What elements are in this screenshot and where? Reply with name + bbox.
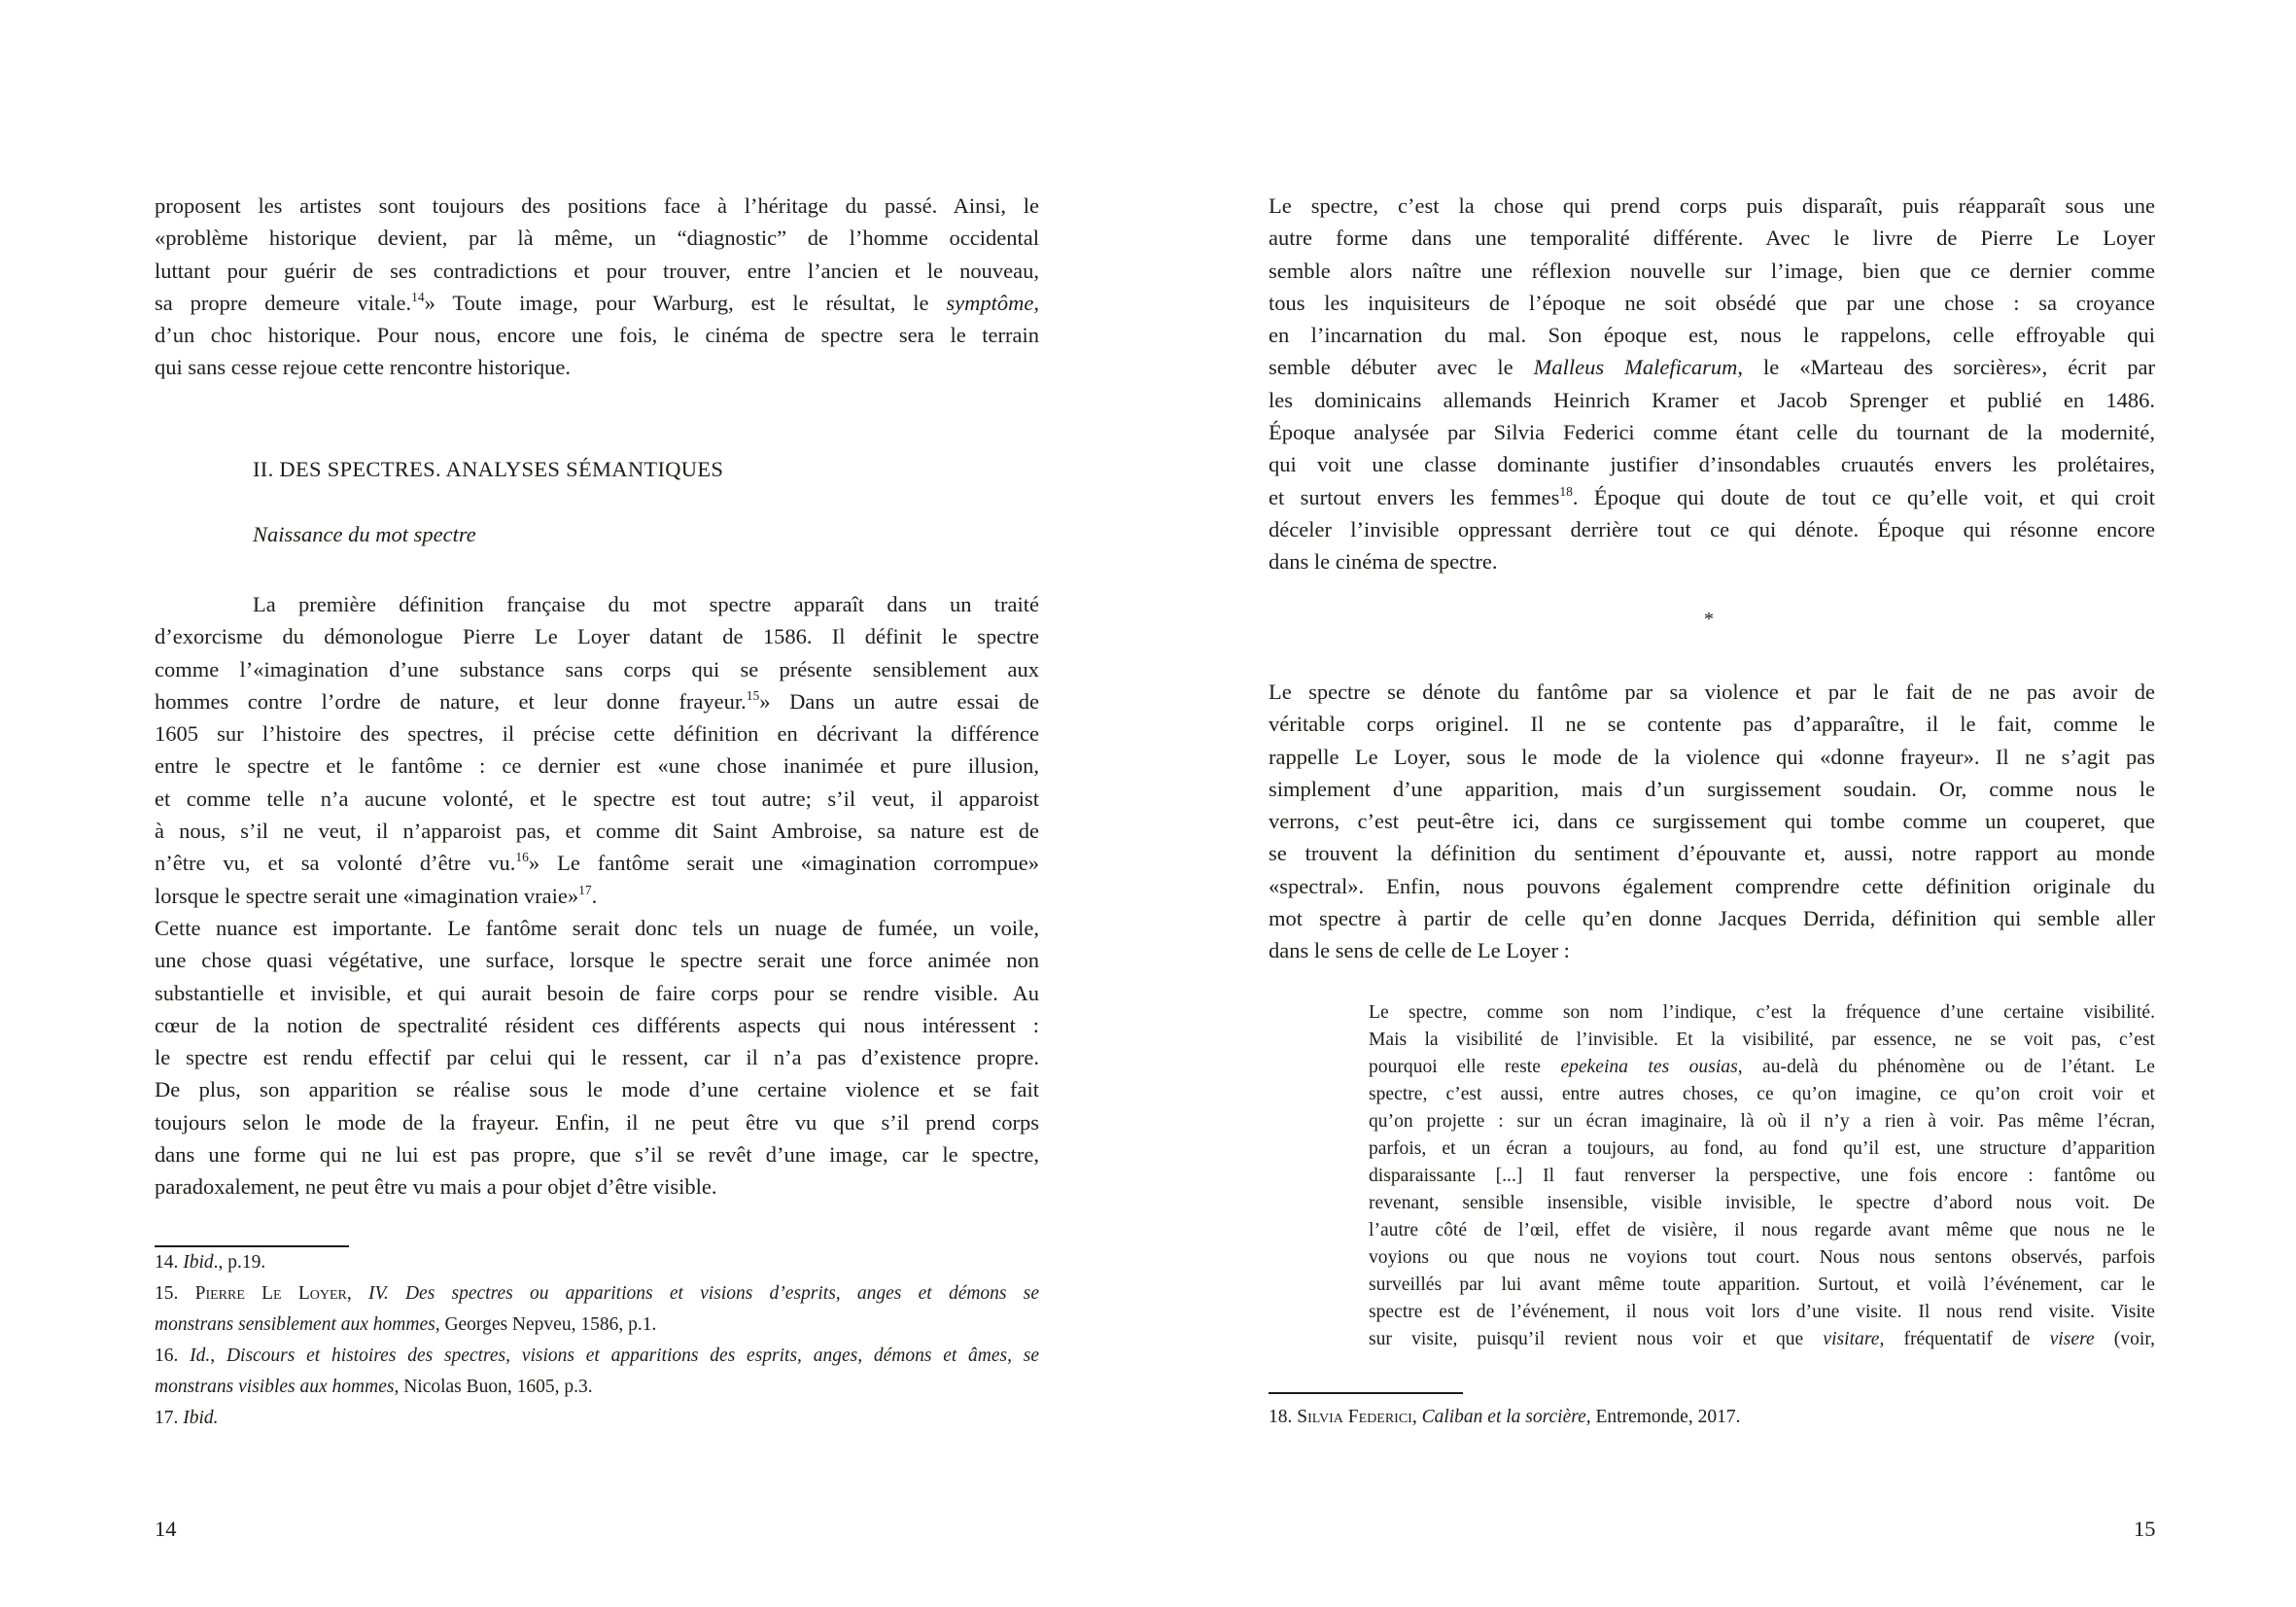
text-line xyxy=(1369,1217,2155,1244)
author-name: Pierre Le Loyer xyxy=(194,1283,347,1304)
text-line xyxy=(155,1170,1039,1203)
right-paragraph-2 xyxy=(1269,676,2155,967)
footnote-line xyxy=(155,1310,1039,1341)
text-run: surveillés par lui avant même toute apparition. Surtout, et voilà l’événement, car le xyxy=(1369,1275,2155,1295)
subsection-title: Naissance du mot spectre xyxy=(253,522,476,546)
text-run: voyions ou que nous ne voyions tout court. Nous nous sentons observés, parfois xyxy=(1369,1247,2155,1268)
footnote-line xyxy=(155,1278,1039,1310)
right-footnotes xyxy=(1269,1402,2155,1433)
text-run: à nous, s’il ne veut, il n’apparoist pas, et comme dit Saint Ambroise, sa nature est de xyxy=(155,819,1039,844)
text-run: , Georges Nepveu, 1586, p.1. xyxy=(435,1314,657,1335)
italic-text: monstrans visibles aux hommes xyxy=(155,1377,395,1397)
text-run: Cette nuance est importante. Le fantôme serait donc tels un nuage de fumée, un voile, xyxy=(155,916,1039,940)
text-line xyxy=(155,1106,1039,1138)
text-run: , xyxy=(1033,290,1039,315)
text-run: paradoxalement, ne peut être vu mais a pour objet d’être visible. xyxy=(155,1174,717,1200)
text-line xyxy=(1269,676,2155,708)
text-run: tous les inquisiteurs de l’époque ne soit obsédé que par une chose : sa croyance xyxy=(1269,290,2155,315)
text-run: dans le sens de celle de Le Loyer : xyxy=(1269,938,1570,963)
text-run: . Époque qui doute de tout ce qu’elle voit, et qui croit xyxy=(1572,484,2155,509)
text-line xyxy=(1269,416,2155,448)
text-run: lorsque le spectre serait une «imagination vraie» xyxy=(155,883,579,908)
text-line xyxy=(155,351,1039,383)
text-run: simplement d’une apparition, mais d’un surgissement soudain. Or, comme nous le xyxy=(1269,776,2155,801)
text-run: n’être vu, et sa volonté d’être vu. xyxy=(155,851,516,876)
text-line xyxy=(155,815,1039,847)
page-number-right: 15 xyxy=(2134,1517,2156,1541)
left-footnotes xyxy=(155,1247,1039,1434)
text-run: cœur de la notion de spectralité résident ces différents aspects qui nous intéressent : xyxy=(155,1012,1039,1037)
text-line xyxy=(155,190,1039,222)
text-line xyxy=(155,912,1039,944)
text-line xyxy=(1269,837,2155,869)
text-run: semble débuter avec le xyxy=(1269,355,1534,380)
text-run: «problème historique devient, par là même, un “diagnostic” de l’homme occidental xyxy=(155,226,1039,251)
left-paragraph-3 xyxy=(155,912,1039,1204)
text-run: , xyxy=(1411,1407,1422,1427)
text-line xyxy=(155,620,1039,652)
text-run: d’un choc historique. Pour nous, encore une fois, le cinéma de spectre sera le terrain xyxy=(155,323,1039,348)
text-run: » Toute image, pour Warburg, est le résultat, le xyxy=(424,290,947,315)
text-run: » Dans un autre essai de xyxy=(759,688,1039,714)
text-run: Époque analysée par Silvia Federici comme étant celle du tournant de la modernité, xyxy=(1269,420,2155,445)
footnote-reference: 14 xyxy=(411,290,425,305)
text-run: l’autre côté de l’œil, effet de visière, il nous regarde avant même que nous ne le xyxy=(1369,1220,2155,1240)
text-run: spectre, c’est aussi, entre autres choses, ce qu’on imagine, ce qu’on croit voir et xyxy=(1369,1084,2155,1104)
text-line xyxy=(1369,1272,2155,1299)
text-line xyxy=(1369,1163,2155,1190)
text-run: sur visite, puisqu’il revient nous voir et que xyxy=(1369,1329,1824,1349)
text-line xyxy=(1269,934,2155,966)
text-run: Mais la visibilité de l’invisible. Et la visibilité, par essence, ne se voit pas, c’est xyxy=(1369,1030,2155,1050)
text-line xyxy=(155,287,1039,319)
section-separator: * xyxy=(1704,609,1714,630)
text-line xyxy=(155,750,1039,782)
derrida-block-quote xyxy=(1369,999,2155,1353)
text-run: disparaissante [...] Il faut renverser la perspective, une fois encore : fantôme ou xyxy=(1369,1166,2155,1186)
text-line xyxy=(155,977,1039,1009)
text-run: parfois, et un écran a toujours, au fond, au fond qu’il est, une structure d’apparition xyxy=(1369,1138,2155,1159)
text-line xyxy=(1369,1081,2155,1108)
text-run: entre le spectre et le fantôme : ce dernier est «une chose inanimée et pure illusion, xyxy=(155,753,1039,779)
footnote-line xyxy=(155,1403,1039,1434)
left-paragraph-1 xyxy=(155,190,1039,384)
text-run: substantielle et invisible, et qui aurait besoin de faire corps pour se rendre visible. Au xyxy=(155,980,1039,1005)
text-run: 18. xyxy=(1269,1407,1298,1427)
italic-text: Id. xyxy=(190,1345,211,1366)
text-line xyxy=(1269,708,2155,740)
footnote-reference: 18 xyxy=(1559,483,1573,499)
text-run: dans le cinéma de spectre. xyxy=(1269,549,1498,575)
text-run: 1605 sur l’histoire des spectres, il précise cette définition en décrivant la différence xyxy=(155,721,1039,747)
text-line xyxy=(155,1041,1039,1073)
text-run: toujours selon le mode de la frayeur. Enfin, il ne peut être vu que s’il prend corps xyxy=(155,1109,1039,1135)
text-line xyxy=(1269,319,2155,351)
text-run: (voir, xyxy=(2094,1329,2155,1349)
text-run: d’exorcisme du démonologue Pierre Le Loyer datant de 1586. Il définit le spectre xyxy=(155,624,1039,649)
text-line xyxy=(155,222,1039,254)
text-run: véritable corps originel. Il ne se contente pas d’apparaître, il le fait, comme le xyxy=(1269,712,2155,737)
text-run: 17. xyxy=(155,1408,184,1428)
text-line xyxy=(1369,999,2155,1027)
text-run: «spectral». Enfin, nous pouvons également comprendre cette définition originale du xyxy=(1269,873,2155,898)
text-run: 14. xyxy=(155,1252,184,1273)
text-line xyxy=(1369,1244,2155,1272)
text-run: hommes contre l’ordre de nature, et leur donne frayeur. xyxy=(155,688,747,714)
author-name: Silvia Federici xyxy=(1297,1407,1412,1427)
text-run: verrons, c’est peut-être ici, dans ce surgissement qui tombe comme un couperet, que xyxy=(1269,809,2155,834)
text-run: , le «Marteau des sorcières», écrit par xyxy=(1737,355,2155,380)
italic-text: Ibid. xyxy=(183,1408,219,1428)
text-run: proposent les artistes sont toujours des positions face à l’héritage du passé. Ainsi, le xyxy=(155,193,1039,218)
text-line xyxy=(1269,448,2155,480)
italic-text: visere xyxy=(2049,1329,2095,1349)
text-line xyxy=(155,944,1039,976)
text-run: revenant, sensible insensible, visible invisible, le spectre d’abord nous voit. De xyxy=(1369,1193,2155,1213)
italic-text: Caliban et la sorcière xyxy=(1421,1407,1586,1427)
italic-text: IV. Des spectres ou apparitions et visions d’esprits, anges et démons se xyxy=(367,1283,1039,1304)
text-run: qui voit une classe dominante justifier d’insondables cruautés envers les prolétaires, xyxy=(1269,452,2155,477)
text-run: semble alors naître une réflexion nouvelle sur l’image, bien que ce dernier comme xyxy=(1269,258,2155,283)
text-run: spectre est de l’événement, il nous voit lors d’une visite. Il nous rend visite. Visite xyxy=(1369,1302,2155,1322)
text-run: dans une forme qui ne lui est pas propre, que s’il se revêt d’une image, car le spectre, xyxy=(155,1142,1039,1168)
text-run: ., p.19. xyxy=(213,1252,266,1273)
text-line xyxy=(1269,773,2155,805)
text-line xyxy=(1369,1299,2155,1326)
text-line xyxy=(155,319,1039,351)
text-run: une chose quasi végétative, une surface, lorsque le spectre serait une force animée non xyxy=(155,948,1039,973)
italic-text: monstrans sensiblement aux hommes xyxy=(155,1314,435,1335)
italic-text: Malleus Maleficarum xyxy=(1533,355,1738,380)
text-run: 15. xyxy=(155,1283,195,1304)
left-paragraph-2 xyxy=(155,588,1039,912)
text-line xyxy=(1369,1135,2155,1163)
text-line xyxy=(1369,1027,2155,1054)
text-run: . xyxy=(591,883,598,908)
text-line xyxy=(155,783,1039,815)
text-line xyxy=(1269,351,2155,383)
text-run: les dominicains allemands Heinrich Kramer et Jacob Sprenger et publié en 1486. xyxy=(1269,387,2155,412)
footnote-reference: 16 xyxy=(515,850,529,865)
footnote-line xyxy=(155,1372,1039,1403)
text-run: , fréquentatif de xyxy=(1879,1329,2050,1349)
right-paragraph-1 xyxy=(1269,190,2155,578)
text-run: en l’incarnation du mal. Son époque est, nous le rappelons, celle effroyable qui xyxy=(1269,323,2155,348)
text-line xyxy=(155,880,1039,912)
text-run: De plus, son apparition se réalise sous le mode d’une certaine violence et se fait xyxy=(155,1077,1039,1102)
footnote-reference: 17 xyxy=(578,882,592,897)
text-line xyxy=(155,1009,1039,1041)
text-run: autre forme dans une temporalité différente. Avec le livre de Pierre Le Loyer xyxy=(1269,226,2155,251)
text-line xyxy=(155,685,1039,717)
text-run: mot spectre à partir de celle qu’en donne Jacques Derrida, définition qui semble aller xyxy=(1269,906,2155,931)
text-run: Le spectre se dénote du fantôme par sa violence et par le fait de ne pas avoir de xyxy=(1269,680,2155,704)
footnote-line xyxy=(155,1341,1039,1372)
footnote-reference: 15 xyxy=(746,688,760,704)
text-run: pourquoi elle reste xyxy=(1369,1057,1561,1077)
italic-text: Discours et histoires des spectres, visions et apparitions des esprits, anges, démons et âmes, se xyxy=(226,1345,1039,1366)
text-line xyxy=(1269,513,2155,545)
section-heading: II. DES SPECTRES. ANALYSES SÉMANTIQUES xyxy=(253,457,724,481)
text-line xyxy=(1269,190,2155,222)
text-line xyxy=(1269,222,2155,254)
text-line xyxy=(1269,481,2155,513)
text-run: et surtout envers les femmes xyxy=(1269,484,1560,509)
text-line xyxy=(155,653,1039,685)
italic-text: Ibid xyxy=(183,1252,214,1273)
text-run: , xyxy=(346,1283,368,1304)
text-line xyxy=(155,255,1039,287)
text-line xyxy=(1269,287,2155,319)
text-line xyxy=(1369,1054,2155,1081)
text-run: rappelle Le Loyer, sous le mode de la violence qui «donne frayeur». Il ne s’agit pas xyxy=(1269,744,2155,769)
text-line xyxy=(1269,902,2155,934)
italic-text: symptôme xyxy=(946,290,1034,315)
page-number-left: 14 xyxy=(155,1517,177,1541)
text-line xyxy=(1369,1190,2155,1217)
text-line xyxy=(155,847,1039,879)
text-line xyxy=(1369,1108,2155,1135)
text-line xyxy=(155,1138,1039,1170)
footnote-rule xyxy=(1269,1392,1463,1394)
text-run: luttant pour guérir de ses contradictions et pour trouver, entre l’ancien et le nouveau, xyxy=(155,258,1039,283)
text-line xyxy=(1369,1326,2155,1353)
text-line xyxy=(155,1073,1039,1105)
text-run: , xyxy=(210,1345,226,1366)
text-line xyxy=(1269,545,2155,577)
text-line xyxy=(1269,741,2155,773)
italic-text: epekeina tes ousias xyxy=(1560,1057,1738,1077)
text-run: comme l’«imagination d’une substance sans corps qui se présente sensiblement aux xyxy=(155,656,1039,681)
text-run: Le spectre, c’est la chose qui prend corps puis disparaît, puis réapparaît sous une xyxy=(1269,193,2155,218)
footnote-line xyxy=(1269,1402,2155,1433)
text-line xyxy=(1269,870,2155,902)
text-run: , Nicolas Buon, 1605, p.3. xyxy=(394,1377,593,1397)
text-run: qu’on projette : sur un écran imaginaire, là où il n’y a rien à voir. Pas même l’écran, xyxy=(1369,1111,2155,1132)
text-run: déceler l’invisible oppressant derrière tout ce qui dénote. Époque qui résonne encore xyxy=(1269,516,2155,541)
text-run: , au-delà du phénomène ou de l’étant. Le xyxy=(1737,1057,2155,1077)
text-run: » Le fantôme serait une «imagination corrompue» xyxy=(528,851,1039,876)
text-run: qui sans cesse rejoue cette rencontre historique. xyxy=(155,355,571,380)
text-line xyxy=(1269,384,2155,416)
text-run: , Entremonde, 2017. xyxy=(1585,1407,1741,1427)
footnote-line xyxy=(155,1247,1039,1278)
text-run: Le spectre, comme son nom l’indique, c’est la fréquence d’une certaine visibilité. xyxy=(1369,1002,2155,1023)
text-line xyxy=(1269,255,2155,287)
text-run: le spectre est rendu effectif par celui qui le ressent, car il n’a pas d’existence propre. xyxy=(155,1045,1039,1070)
text-run: se trouvent la définition du sentiment d’épouvante et, aussi, notre rapport au monde xyxy=(1269,841,2155,866)
text-line xyxy=(1269,805,2155,837)
text-line xyxy=(155,717,1039,750)
text-run: sa propre demeure vitale. xyxy=(155,290,412,315)
text-line xyxy=(155,588,1039,620)
text-run: 16. xyxy=(155,1345,191,1366)
text-run: et comme telle n’a aucune volonté, et le spectre est tout autre; s’il veut, il apparoist xyxy=(155,786,1039,811)
italic-text: visitare xyxy=(1823,1329,1880,1349)
text-run: La première définition française du mot spectre apparaît dans un traité xyxy=(253,592,1039,616)
